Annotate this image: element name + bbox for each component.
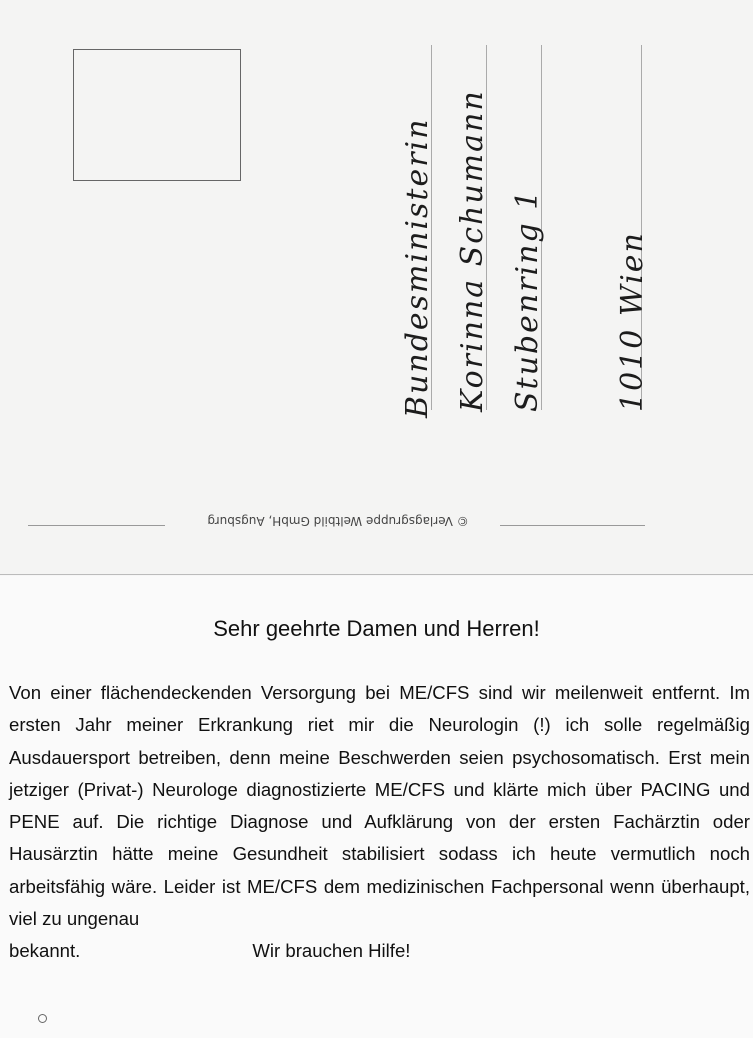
publisher-imprint: © Verlagsgruppe Weltbild GmbH, Augsburg [207,514,469,528]
letter-body [9,677,750,968]
address-line-city: 1010 Wien [615,231,650,412]
letter-paragraph: Von einer flächendeckenden Versorgung bei ME/CFS sind wir meilenweit entfernt. Im ersten Jahr meiner Erkrankung riet mir die Neurologin (!) ich solle regelmäßig Ausdauersport betreiben, denn meine Beschwerden seien psychosomatisch. Erst mein jetziger (Privat-) Neurologe diagnostizierte ME/CFS und klärte mich über PACING und PENE auf. Die richtige Diagnose und Aufklärung von der ersten Fachärztin oder Hausärztin hätte meine Gesundheit stabilisiert sodass ich heute vermutlich noch arbeitsfähig wäre. Leider ist ME/CFS dem medizinischen Fachpersonal wenn überhaupt, viel zu ungenau [9,682,750,930]
address-line-recipient-title: Bundesministerin [400,117,435,418]
imprint-rule-right [500,525,645,526]
closing-text: Wir brauchen Hilfe! [252,940,411,962]
salutation: Sehr geehrte Damen und Herren! [213,616,540,641]
closing-line [9,935,750,967]
address-line-recipient-name: Korinna Schumann [455,89,490,412]
fold-line [0,574,753,575]
circle-mark-icon [38,1014,47,1023]
letter-section [0,576,753,1038]
last-word: bekannt. [9,940,81,962]
imprint-rule-left [28,525,165,526]
stamp-box [73,49,241,181]
address-line-street: Stubenring 1 [510,188,545,412]
